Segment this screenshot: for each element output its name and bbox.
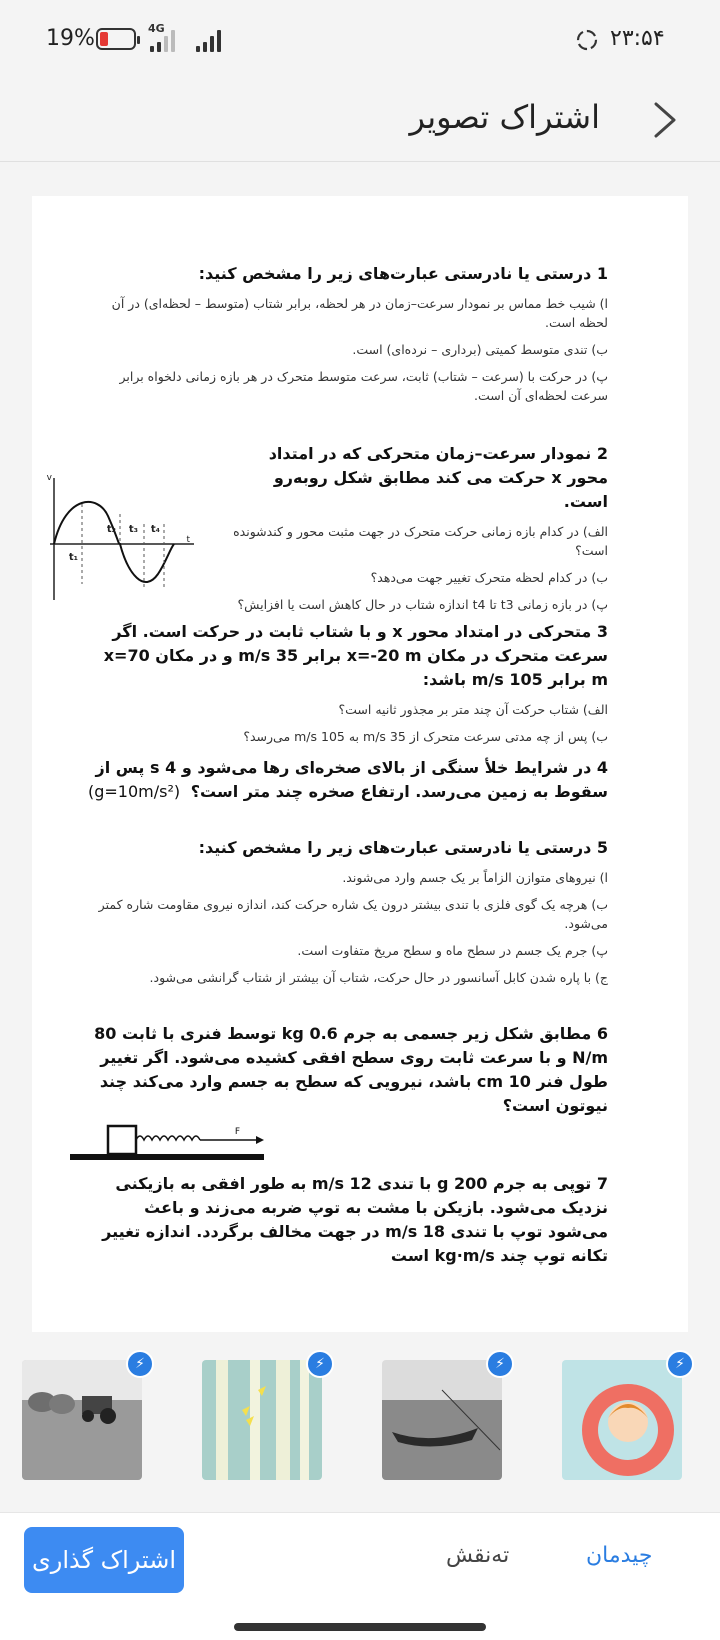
share-button[interactable]: اشتراک گذاری <box>24 1527 184 1593</box>
lightning-badge-icon: ⚡ <box>666 1350 694 1378</box>
graph-label-t3: t₃ <box>128 524 138 535</box>
force-label: F <box>234 1127 240 1137</box>
thumb-tractor-field[interactable] <box>22 1360 142 1480</box>
lightning-badge-icon: ⚡ <box>306 1350 334 1378</box>
question-4-text: 4 در شرایط خلأ سنگی از بالای صخره‌ای رها می‌شود و 4 s پس از سقوط به زمین می‌رسد. ارتفاع صخره چند متر است؟ <box>95 758 608 801</box>
graph-label-t: t <box>186 535 190 545</box>
thumb-boat-lake[interactable] <box>382 1360 502 1480</box>
back-chevron-icon[interactable] <box>644 98 684 142</box>
question-2-title: 2 نمودار سرعت–زمان متحرکی که در امتداد محور x حرکت می کند مطابق شکل روبه‌رو است. <box>268 444 608 511</box>
question-6-title: 6 مطابق شکل زیر جسمی به جرم 0.6 kg توسط فنری با ثابت 80 N/m و با سرعت ثابت روی سطح افقی کشیده می‌شود. اگر تغییر طول فنر 10 cm باشد، نیرویی که سطح به جسم وارد می‌کند چند نیوتون است؟ <box>94 1024 608 1115</box>
question-2-item-b: ب) در کدام لحظه متحرک تغییر جهت می‌دهد؟ <box>370 570 608 585</box>
signal-icon <box>150 28 175 52</box>
bottom-bar <box>0 1512 720 1640</box>
question-1 <box>88 262 608 405</box>
question-5-item-c: پ) جرم یک جسم در سطح ماه و سطح مریخ متفاوت است. <box>297 943 608 958</box>
clock: ۲۳:۵۴ <box>610 26 665 51</box>
graph-label-t1: t₁ <box>68 552 78 563</box>
question-1-item-c: پ) در حرکت با (سرعت – شتاب) ثابت، سرعت متوسط متحرک در هر بازه زمانی دلخواه برابر سرعت لحظه‌ای آن است. <box>119 369 608 403</box>
lightning-badge-icon: ⚡ <box>126 1350 154 1378</box>
question-7 <box>88 1172 608 1268</box>
document-preview <box>32 196 688 1332</box>
page-title: اشتراک تصویر <box>409 98 600 136</box>
sync-icon <box>574 27 600 53</box>
question-2 <box>228 442 608 614</box>
graph-label-t4: t₄ <box>150 524 160 535</box>
question-3-item-b: ب) پس از چه مدتی سرعت متحرک از 35 m/s به 105 m/s می‌رسد؟ <box>243 729 608 744</box>
graph-label-v: v <box>46 474 52 483</box>
question-5-item-b: ب) هرچه یک گوی فلزی با تندی بیشتر درون یک شاره حرکت کند، اندازه نیروی مقاومت شاره کمتر می‌شود. <box>98 897 608 931</box>
question-4-title <box>88 756 608 804</box>
velocity-time-graph <box>46 474 196 604</box>
question-5-item-a: ا) نیروهای متوازن الزاماً بر یک جسم وارد می‌شوند. <box>342 870 608 885</box>
thumb-girl-lifebuoy[interactable] <box>562 1360 682 1480</box>
spring-block-diagram <box>70 1114 280 1164</box>
question-3 <box>88 620 608 746</box>
question-1-item-a: ا) شیب خط مماس بر نمودار سرعت–زمان در هر لحظه، برابر شتاب (متوسط – لحظه‌ای) در آن لحظه است. <box>111 296 608 330</box>
question-7-title: 7 توپی به جرم 200 g با تندی 12 m/s به طور افقی به بازیکنی نزدیک می‌شود. بازیکن با مشت به توپ ضربه می‌زند و باعث می‌شود توپ با تندی 18 m/s در جهت مخالف برگردد. اندازه تغییر تکانه توپ چند kg·m/s است <box>102 1174 608 1265</box>
tab-layout[interactable]: چیدمان <box>586 1543 653 1568</box>
status-bar <box>0 0 720 80</box>
question-5 <box>88 836 608 987</box>
question-1-item-b: ب) تندی متوسط کمیتی (برداری – نرده‌ای) است. <box>352 342 608 357</box>
lightning-badge-icon: ⚡ <box>486 1350 514 1378</box>
question-5-item-d: ج) با پاره شدن کابل آسانسور در حال حرکت، شتاب آن بیشتر از شتاب گرانشی می‌شود. <box>149 970 608 985</box>
battery-icon <box>96 28 136 50</box>
signal-icon-2 <box>196 28 221 52</box>
network-type: 4G <box>148 22 165 35</box>
question-4 <box>88 756 608 804</box>
question-6 <box>88 1022 608 1118</box>
thumb-birch-trees[interactable] <box>202 1360 322 1480</box>
battery-percent: 19% <box>46 26 95 51</box>
question-5-title: 5 درستی یا نادرستی عبارت‌های زیر را مشخص کنید: <box>198 838 608 857</box>
tab-pattern[interactable]: ته‌نقش <box>446 1543 510 1568</box>
question-3-title: 3 متحرکی در امتداد محور x و با شتاب ثابت در حرکت است. اگر سرعت متحرک در مکان x=-20 m برابر 35 m/s و در مکان x=70 m برابر 105 m/s باشد: <box>103 622 608 689</box>
question-2-item-c: پ) در بازه زمانی t3 تا t4 اندازه شتاب در حال کاهش است یا افزایش؟ <box>237 597 608 612</box>
question-1-title: 1 درستی یا نادرستی عبارت‌های زیر را مشخص کنید: <box>198 264 608 283</box>
question-3-item-a: الف) شتاب حرکت آن چند متر بر مجذور ثانیه است؟ <box>338 702 608 717</box>
question-2-item-a: الف) در کدام بازه زمانی حرکت متحرک در جهت مثبت محور و کندشونده است؟ <box>233 524 608 558</box>
graph-label-t2: t₂ <box>106 524 116 535</box>
app-header <box>0 80 720 162</box>
pattern-thumbnails <box>0 1332 720 1512</box>
question-4-gravity: (g=10m/s²) <box>88 782 181 801</box>
home-indicator[interactable] <box>234 1623 486 1631</box>
